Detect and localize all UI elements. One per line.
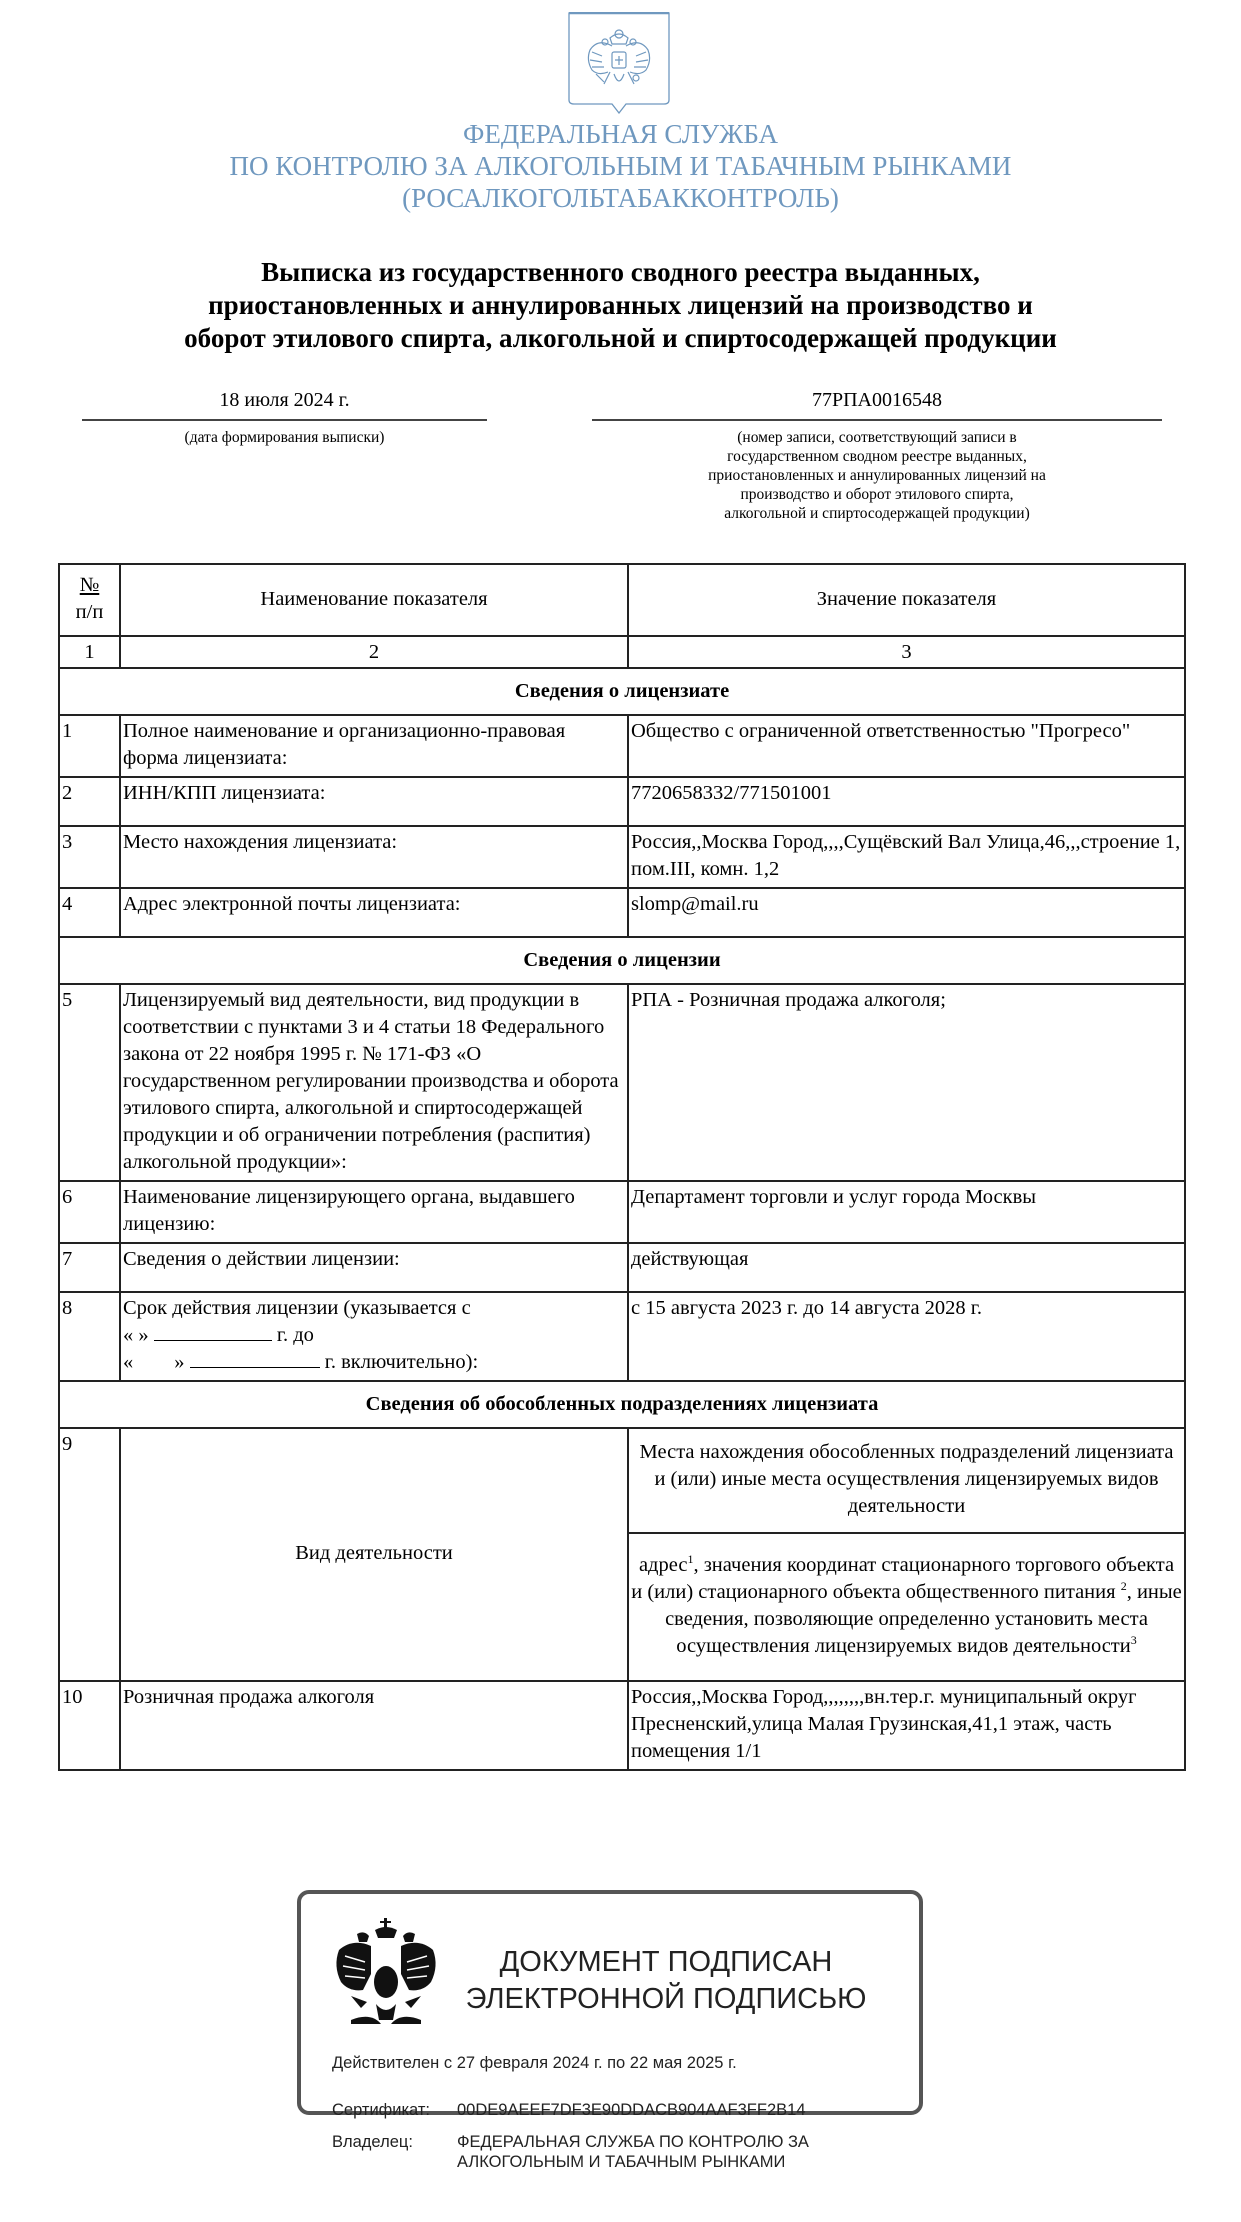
row-value: действующая <box>628 1243 1185 1292</box>
agency-line-2: ПО КОНТРОЛЮ ЗА АЛКОГОЛЬНЫМ И ТАБАЧНЫМ РЫНКАМИ <box>229 151 1012 181</box>
owner-value <box>457 2132 857 2172</box>
license-register-table <box>58 563 1186 1771</box>
agency-line-3: (РОСАЛКОГОЛЬТАБАККОНТРОЛЬ) <box>402 183 839 213</box>
certificate-label: Сертификат: <box>332 2101 431 2119</box>
table-row <box>59 1292 1185 1381</box>
header-value: Значение показателя <box>628 564 1185 636</box>
section-title: Сведения об обособленных подразделениях лицензиата <box>59 1381 1185 1428</box>
section-license <box>59 937 1185 984</box>
record-number: 77РПА0016548 <box>592 385 1162 421</box>
record-number-block <box>592 385 1162 523</box>
column-index-row <box>59 636 1185 668</box>
row-value: с 15 августа 2023 г. до 14 августа 2028 г. <box>628 1292 1185 1381</box>
caption-line: алкогольной и спиртосодержащей продукции) <box>724 505 1030 522</box>
row-num: 8 <box>59 1292 120 1381</box>
table-row <box>59 715 1185 777</box>
row-name: Розничная продажа алкоголя <box>120 1681 628 1770</box>
header-num-sign: № <box>79 574 100 596</box>
electronic-signature-stamp <box>297 1890 923 2171</box>
stamp-title-line: ЭЛЕКТРОННОЙ ПОДПИСЬЮ <box>465 1983 867 2015</box>
term-line-2 <box>123 1322 625 1349</box>
row-value: slomp@mail.ru <box>628 888 1185 937</box>
quote-marks: « » <box>123 1324 149 1346</box>
row-name: Полное наименование и организационно-правовая форма лицензиата: <box>120 715 628 777</box>
section-title: Сведения о лицензиате <box>59 668 1185 715</box>
column-index: 2 <box>120 636 628 668</box>
places-header: Места нахождения обособленных подразделений лицензиата и (или) иные места осуществления лицензируемых видов деятельности <box>628 1428 1185 1533</box>
header-name: Наименование показателя <box>120 564 628 636</box>
footnote-ref: 3 <box>1130 1633 1137 1648</box>
address-text: адрес <box>638 1554 688 1576</box>
header-num-pp: п/п <box>75 601 104 623</box>
table-row <box>59 1243 1185 1292</box>
row-num: 2 <box>59 777 120 826</box>
term-line-3 <box>123 1349 625 1376</box>
blank-line <box>190 1351 320 1368</box>
address-text: , иные сведения, позволяющие определенно установить места осуществления лицензируемых видов деятельности <box>665 1581 1182 1657</box>
stamp-title <box>451 1944 881 2018</box>
row-value: РПА - Розничная продажа алкоголя; <box>628 984 1185 1181</box>
row-value: Россия,,Москва Город,,,,Сущёвский Вал Улица,46,,,строение 1, пом.III, комн. 1,2 <box>628 826 1185 888</box>
address-text: , значения координат стационарного торгового объекта и (или) стационарного объекта общественного питания <box>631 1554 1175 1603</box>
term-text: г. включительно): <box>324 1351 479 1373</box>
table-row <box>59 984 1185 1181</box>
row-num: 7 <box>59 1243 120 1292</box>
table-row <box>59 1181 1185 1243</box>
activity-type-header: Вид деятельности <box>120 1428 628 1681</box>
row-name: Место нахождения лицензиата: <box>120 826 628 888</box>
quote-marks: « » <box>123 1351 185 1373</box>
title-line-2: приостановленных и аннулированных лицензий на производство и <box>208 290 1033 320</box>
row-num: 10 <box>59 1681 120 1770</box>
row-num: 4 <box>59 888 120 937</box>
row-value: Департамент торговли и услуг города Москвы <box>628 1181 1185 1243</box>
table-row <box>59 1428 1185 1533</box>
table-row <box>59 888 1185 937</box>
row-name: ИНН/КПП лицензиата: <box>120 777 628 826</box>
owner-row <box>332 2132 857 2172</box>
blank-line <box>154 1324 272 1341</box>
table-header-row <box>59 564 1185 636</box>
owner-line: ФЕДЕРАЛЬНАЯ СЛУЖБА ПО КОНТРОЛЮ ЗА <box>457 2133 809 2151</box>
caption-line: государственном сводном реестре выданных, <box>727 448 1027 465</box>
title-line-3: оборот этилового спирта, алкогольной и спиртосодержащей продукции <box>184 323 1057 353</box>
row-value: 7720658332/771501001 <box>628 777 1185 826</box>
owner-label: Владелец: <box>332 2133 413 2151</box>
section-title: Сведения о лицензии <box>59 937 1185 984</box>
stamp-title-line: ДОКУМЕНТ ПОДПИСАН <box>499 1946 833 1978</box>
column-index: 1 <box>59 636 120 668</box>
russian-coat-of-arms-icon <box>568 12 670 114</box>
title-line-1: Выписка из государственного сводного реестра выданных, <box>261 257 980 287</box>
extract-date: 18 июля 2024 г. <box>82 385 487 421</box>
caption-line: (номер записи, соответствующий записи в <box>737 429 1017 446</box>
row-num: 6 <box>59 1181 120 1243</box>
row-name: Адрес электронной почты лицензиата: <box>120 888 628 937</box>
row-name <box>120 1292 628 1381</box>
row-name: Наименование лицензирующего органа, выдавшего лицензию: <box>120 1181 628 1243</box>
column-index: 3 <box>628 636 1185 668</box>
section-licensee <box>59 668 1185 715</box>
row-num: 3 <box>59 826 120 888</box>
caption-line: производство и оборот этилового спирта, <box>740 486 1014 503</box>
extract-date-block <box>82 385 487 447</box>
document-title <box>0 256 1241 355</box>
table-row <box>59 826 1185 888</box>
row-num: 1 <box>59 715 120 777</box>
certificate-row <box>332 2100 857 2120</box>
address-header <box>628 1533 1185 1681</box>
agency-line-1: ФЕДЕРАЛЬНАЯ СЛУЖБА <box>463 119 778 149</box>
header-num <box>59 564 120 636</box>
owner-line: АЛКОГОЛЬНЫМ И ТАБАЧНЫМ РЫНКАМИ <box>457 2153 786 2171</box>
section-subdivisions <box>59 1381 1185 1428</box>
double-headed-eagle-icon <box>331 1916 441 2036</box>
caption-line: приостановленных и аннулированных лицензий на <box>708 467 1046 484</box>
record-number-caption <box>592 428 1162 523</box>
row-value: Россия,,Москва Город,,,,,,,,вн.тер.г. муниципальный округ Пресненский,улица Малая Грузинская,41,1 этаж, часть помещения 1/1 <box>628 1681 1185 1770</box>
table-row <box>59 1681 1185 1770</box>
agency-name <box>0 118 1241 214</box>
footnote-ref: 2 <box>1120 1579 1127 1594</box>
row-name: Сведения о действии лицензии: <box>120 1243 628 1292</box>
certificate-validity: Действителен с 27 февраля 2024 г. по 22 мая 2025 г. <box>332 2054 737 2072</box>
row-num: 9 <box>59 1428 120 1681</box>
term-line-1: Срок действия лицензии (указывается с <box>123 1297 471 1319</box>
row-value: Общество с ограниченной ответственностью "Прогресо" <box>628 715 1185 777</box>
row-name: Лицензируемый вид деятельности, вид продукции в соответствии с пунктами 3 и 4 статьи 18 Федерального закона от 22 ноября 1995 г. № 171-ФЗ «О государственном регулировании производства и оборота этилового спирта, алкогольной и спиртосодержащей продукции и об ограничении потребления (распития) алкогольной продукции»: <box>120 984 628 1181</box>
table-row <box>59 777 1185 826</box>
extract-date-caption: (дата формирования выписки) <box>184 429 385 446</box>
footnote-ref: 1 <box>687 1552 694 1567</box>
term-text: г. до <box>276 1324 314 1346</box>
certificate-value: 00DE9AEEF7DF3E90DDACB904AAF3FF2B14 <box>457 2101 806 2119</box>
row-num: 5 <box>59 984 120 1181</box>
